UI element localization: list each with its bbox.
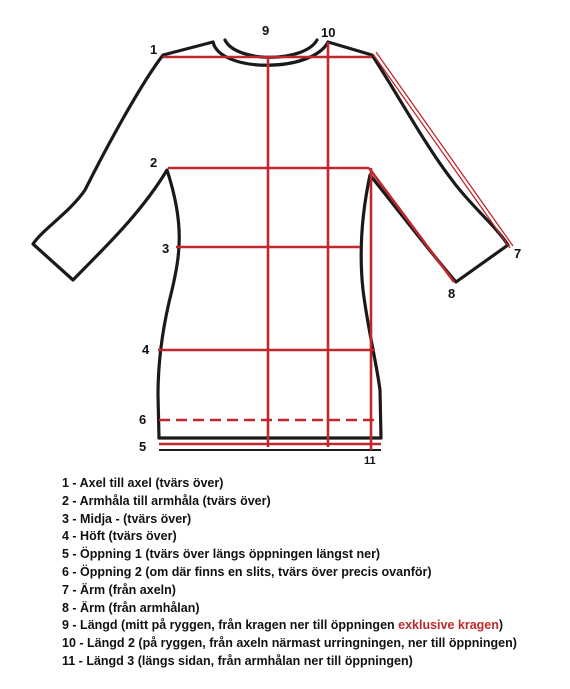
legend-item: 6 - Öppning 2 (om där finns en slits, tvärs över precis ovanför) — [62, 564, 432, 579]
marker-2: 2 — [150, 155, 158, 170]
legend-item: 1 - Axel till axel (tvärs över) — [62, 476, 224, 490]
legend-item: 5 - Öppning 1 (tvärs över längs öppningen längst ner) — [62, 547, 381, 562]
left-side-outline — [33, 42, 213, 438]
legend-item: 10 - Längd 2 (på ryggen, från axeln närmast urringningen, ner till öppningen) — [62, 636, 517, 651]
measurement-lines — [158, 42, 454, 450]
right-side-outline — [328, 42, 508, 438]
measure-8-sleeve-armpit — [369, 168, 454, 282]
measure-7-sleeve-shoulder — [373, 52, 513, 248]
marker-1: 1 — [150, 42, 158, 57]
legend-highlight: exklusive kragen — [398, 618, 499, 633]
legend-item: 2 - Armhåla till armhåla (tvärs över) — [62, 493, 271, 508]
markers — [139, 23, 521, 467]
legend-item: 3 - Midja - (tvärs över) — [62, 511, 192, 526]
marker-4: 4 — [142, 342, 150, 357]
marker-10: 10 — [321, 25, 336, 40]
marker-8: 8 — [448, 286, 456, 301]
marker-3: 3 — [162, 241, 170, 256]
garment-outline — [33, 40, 508, 438]
marker-7: 7 — [514, 246, 522, 261]
legend-item: 11 - Längd 3 (längs sidan, från armhålan ner till öppningen) — [62, 653, 413, 668]
marker-11: 11 — [364, 455, 376, 467]
marker-9: 9 — [262, 23, 270, 38]
marker-5: 5 — [139, 439, 147, 454]
neckline-inner — [225, 40, 317, 57]
marker-6: 6 — [139, 412, 147, 427]
legend-item: 8 - Ärm (från armhålan) — [62, 600, 200, 615]
legend-item: 9 - Längd (mitt på ryggen, från kragen ner till öppningen exklusive kragen) — [62, 618, 504, 633]
legend-item: 7 - Ärm (från axeln) — [62, 582, 176, 597]
legend-item: 4 - Höft (tvärs över) — [62, 529, 177, 544]
measurement-legend — [62, 475, 562, 671]
